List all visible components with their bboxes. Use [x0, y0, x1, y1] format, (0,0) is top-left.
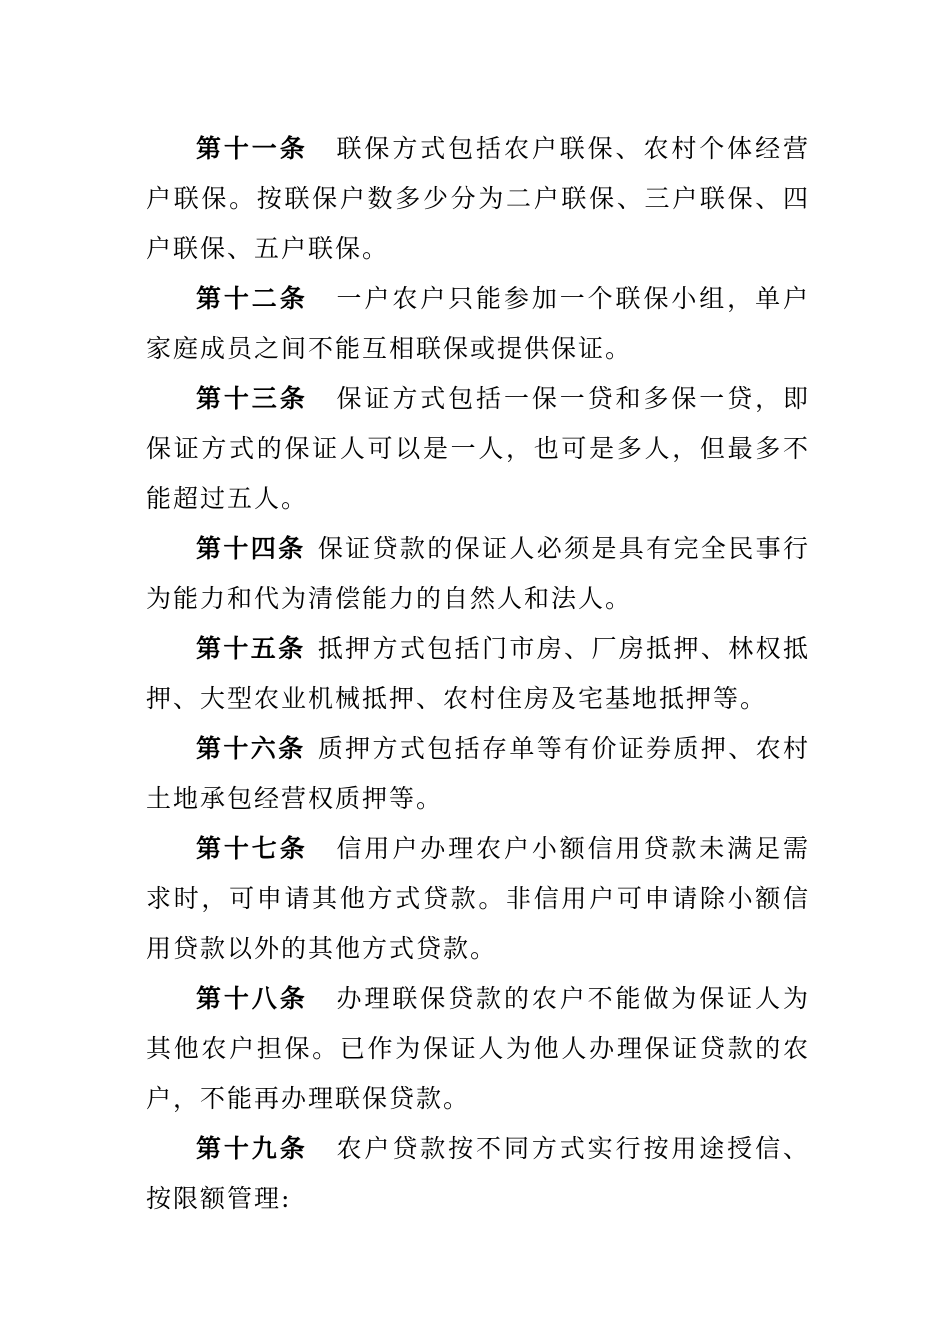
article-body: 保证贷款的保证人必须是具有完全民事行为能力和代为清偿能力的自然人和法人。 — [146, 534, 810, 613]
article-18 — [146, 974, 810, 1124]
article-title: 第十五条 — [196, 634, 306, 663]
article-body: 一户农户只能参加一个联保小组，单户家庭成员之间不能互相联保或提供保证。 — [146, 284, 810, 363]
article-body: 抵押方式包括门市房、厂房抵押、林权抵押、大型农业机械抵押、农村住房及宅基地抵押等。 — [146, 634, 810, 713]
article-body: 信用户办理农户小额信用贷款未满足需求时，可申请其他方式贷款。非信用户可申请除小额信用贷款以外的其他方式贷款。 — [146, 834, 810, 963]
article-body: 质押方式包括存单等有价证券质押、农村土地承包经营权质押等。 — [146, 734, 810, 813]
article-body: 联保方式包括农户联保、农村个体经营户联保。按联保户数多少分为二户联保、三户联保、四户联保、五户联保。 — [146, 134, 810, 263]
article-11 — [146, 124, 810, 274]
article-16 — [146, 724, 810, 824]
article-19 — [146, 1124, 810, 1224]
article-body: 办理联保贷款的农户不能做为保证人为其他农户担保。已作为保证人为他人办理保证贷款的农户，不能再办理联保贷款。 — [146, 984, 810, 1113]
article-title: 第十六条 — [196, 734, 306, 763]
article-title: 第十四条 — [196, 534, 306, 563]
article-body: 保证方式包括一保一贷和多保一贷，即保证方式的保证人可以是一人，也可是多人，但最多不能超过五人。 — [146, 384, 810, 513]
article-17 — [146, 824, 810, 974]
document-page — [146, 124, 810, 1224]
article-title: 第十九条 — [196, 1134, 308, 1163]
article-title: 第十八条 — [196, 984, 308, 1013]
article-title: 第十七条 — [196, 834, 308, 863]
article-body: 农户贷款按不同方式实行按用途授信、按限额管理: — [146, 1134, 810, 1213]
article-title: 第十一条 — [196, 134, 308, 163]
article-15 — [146, 624, 810, 724]
article-12 — [146, 274, 810, 374]
article-title: 第十三条 — [196, 384, 308, 413]
article-title: 第十二条 — [196, 284, 308, 313]
article-13 — [146, 374, 810, 524]
article-14 — [146, 524, 810, 624]
